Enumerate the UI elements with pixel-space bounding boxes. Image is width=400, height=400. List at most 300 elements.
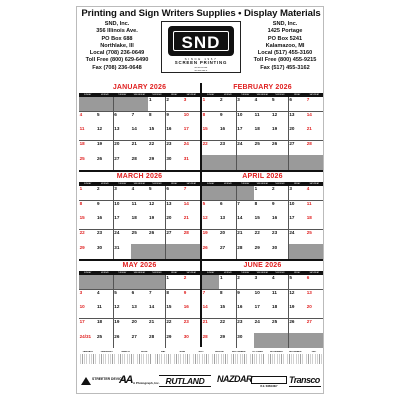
day-number: 30	[272, 244, 278, 250]
day-cell	[131, 230, 148, 244]
day-cell	[96, 97, 113, 111]
day-number: 24/31	[79, 333, 92, 339]
day-number: 25	[96, 333, 103, 339]
mini-month	[136, 351, 154, 367]
mini-month-days	[287, 354, 303, 364]
day-number: 4	[96, 289, 100, 295]
day-number: 8	[254, 200, 258, 206]
day-cell	[79, 230, 96, 244]
day-number: 3	[289, 186, 292, 192]
day-cell	[131, 97, 148, 111]
day-number: 22	[79, 229, 85, 235]
snd-logo	[161, 21, 241, 73]
day-grid	[79, 186, 200, 259]
weekday-label: WEDNESDAY	[256, 272, 269, 274]
mini-month	[230, 351, 248, 367]
day-number: 7	[131, 111, 135, 117]
left-address-line: PO Box 688	[101, 35, 133, 42]
day-number: 28	[131, 155, 137, 161]
day-number: 20	[131, 318, 137, 324]
weekday-label: SATURDAY	[309, 94, 320, 96]
day-cell	[148, 230, 165, 244]
day-cell	[271, 97, 288, 111]
day-number: 10	[237, 111, 243, 117]
left-address-block	[79, 21, 155, 72]
weekday-label: TUESDAY	[118, 94, 127, 96]
headline: Printing and Sign Writers Supplies • Display Materials	[81, 8, 321, 19]
day-number: 30	[183, 333, 189, 339]
aa-mark: AA	[119, 374, 132, 386]
day-number: 2	[272, 186, 275, 192]
day-number: 24	[254, 318, 260, 324]
day-cell	[114, 275, 131, 289]
day-cell	[114, 333, 131, 347]
day-cell	[254, 230, 271, 244]
day-number: 30	[166, 155, 172, 161]
day-cell	[202, 126, 219, 140]
day-number: 16	[219, 126, 226, 132]
day-number: 13	[131, 304, 137, 310]
month-block	[202, 261, 323, 348]
aa-logo	[119, 370, 160, 392]
mini-month-name: MARCH	[121, 351, 130, 353]
mini-month-days	[231, 354, 247, 364]
day-cell	[219, 201, 236, 215]
mini-month-days	[118, 354, 134, 364]
month-block	[202, 83, 323, 170]
day-cell	[289, 230, 306, 244]
day-number: 23	[96, 229, 103, 235]
mini-month-days	[212, 354, 228, 364]
day-cell	[114, 126, 131, 140]
day-cell	[271, 333, 288, 347]
day-cell	[271, 275, 288, 289]
day-cell	[202, 112, 219, 126]
day-cell	[183, 126, 200, 140]
day-number: 13	[219, 215, 226, 221]
day-cell	[306, 186, 323, 200]
day-number: 7	[183, 186, 187, 192]
day-cell	[254, 290, 271, 304]
day-number: 1	[166, 275, 169, 281]
mini-month	[305, 351, 323, 367]
weekday-label: WEDNESDAY	[133, 94, 146, 96]
day-number: 24	[114, 229, 120, 235]
day-cell	[219, 186, 236, 200]
mini-month-name: MAY	[160, 351, 166, 353]
day-cell	[237, 304, 254, 318]
day-cell	[79, 319, 96, 333]
day-number: 6	[306, 275, 310, 281]
day-cell	[148, 319, 165, 333]
day-cell	[148, 141, 165, 155]
day-cell	[202, 333, 219, 347]
weekday-label: WEDNESDAY	[133, 272, 146, 274]
day-cell	[79, 244, 96, 258]
day-cell	[131, 215, 148, 229]
sponsor-logos	[79, 370, 323, 392]
day-cell	[183, 244, 200, 258]
day-number: 23	[237, 318, 243, 324]
day-number: 19	[272, 126, 278, 132]
day-cell	[237, 201, 254, 215]
day-cell	[271, 230, 288, 244]
day-number: 25	[272, 318, 278, 324]
day-cell	[131, 126, 148, 140]
day-cell	[183, 201, 200, 215]
day-cell	[148, 275, 165, 289]
day-number: 8	[219, 289, 223, 295]
right-address-line: SND, Inc.	[272, 21, 298, 27]
day-number: 26	[272, 140, 278, 146]
day-cell	[131, 304, 148, 318]
day-number: 19	[96, 140, 103, 146]
weekday-label: SUNDAY	[83, 94, 92, 96]
day-cell	[237, 319, 254, 333]
day-cell	[202, 186, 219, 200]
day-cell	[271, 304, 288, 318]
day-number: 7	[237, 200, 240, 206]
left-address-line: Toll Free (800) 629-6490	[85, 57, 149, 64]
day-cell	[237, 215, 254, 229]
day-number: 9	[219, 111, 223, 117]
day-number: 22	[254, 229, 260, 235]
day-cell	[219, 230, 236, 244]
day-cell	[237, 186, 254, 200]
day-cell	[237, 141, 254, 155]
day-cell	[166, 141, 183, 155]
logo-fine-print: ▪▪▪ ▪▪▪▪ ▪▪▪ ▪▪▪▪ ▪▪▪ ▪▪▪▪▪ ▪▪▪▪ ▪▪	[194, 67, 208, 72]
day-cell	[289, 155, 306, 169]
day-cell	[219, 97, 236, 111]
mini-month	[98, 351, 116, 367]
day-number: 14	[131, 126, 137, 132]
day-number: 9	[272, 200, 275, 206]
day-cell	[114, 230, 131, 244]
month-title: JANUARY 2026	[79, 83, 200, 93]
calendar-poster	[76, 6, 324, 394]
day-number: 22	[149, 140, 155, 146]
day-number: 15	[149, 126, 155, 132]
day-cell	[254, 244, 271, 258]
day-number: 25	[79, 155, 85, 161]
day-number: 5	[202, 200, 206, 206]
mini-month-days	[155, 354, 171, 364]
nazdar-text: NAZDAR	[217, 374, 252, 384]
weekday-label: SUNDAY	[83, 183, 92, 185]
weekday-label: FRIDAY	[293, 272, 301, 274]
day-grid	[202, 97, 323, 170]
day-cell	[306, 97, 323, 111]
day-number: 23	[219, 140, 226, 146]
day-cell	[131, 319, 148, 333]
day-cell	[79, 112, 96, 126]
day-cell	[237, 155, 254, 169]
day-number: 6	[219, 200, 223, 206]
day-cell	[114, 97, 131, 111]
streeter-text: STREETER DEVICES	[92, 377, 126, 381]
day-number: 25	[254, 140, 260, 146]
day-cell	[166, 230, 183, 244]
day-number: 4	[131, 186, 135, 192]
day-cell	[254, 333, 271, 347]
day-number: 12	[149, 200, 155, 206]
day-cell	[96, 112, 113, 126]
plaque-box	[251, 376, 287, 384]
mini-month	[79, 351, 97, 367]
right-address-block	[247, 21, 323, 72]
left-address-line: SND, Inc.	[104, 21, 130, 27]
day-number: 27	[131, 333, 137, 339]
day-cell	[79, 275, 96, 289]
day-number: 20	[114, 140, 120, 146]
day-number: 14	[202, 304, 208, 310]
day-number: 21	[149, 318, 155, 324]
day-grid	[202, 186, 323, 259]
day-number: 11	[306, 200, 312, 206]
day-cell	[148, 112, 165, 126]
day-number: 1	[79, 186, 83, 192]
weekday-label: SUNDAY	[206, 272, 215, 274]
rutland-logo	[159, 370, 211, 392]
day-cell	[202, 215, 219, 229]
weekday-label: WEDNESDAY	[133, 183, 146, 185]
day-number: 18	[306, 215, 312, 221]
day-cell	[289, 126, 306, 140]
mini-month-days	[193, 354, 209, 364]
day-number: 4	[79, 111, 83, 117]
day-grid	[202, 275, 323, 348]
weekday-label: MONDAY	[224, 272, 232, 274]
day-number: 4	[272, 275, 275, 281]
day-cell	[79, 97, 96, 111]
day-cell	[183, 186, 200, 200]
weekday-label: THURSDAY	[274, 94, 285, 96]
day-cell	[306, 319, 323, 333]
day-number: 13	[289, 111, 295, 117]
day-cell	[237, 275, 254, 289]
day-number: 17	[183, 126, 189, 132]
day-cell	[79, 304, 96, 318]
logo-mark	[168, 26, 234, 56]
day-number: 16	[96, 215, 103, 221]
day-cell	[254, 155, 271, 169]
day-cell	[183, 230, 200, 244]
day-cell	[254, 97, 271, 111]
weekday-label: SATURDAY	[186, 183, 197, 185]
weekday-label: SATURDAY	[186, 272, 197, 274]
day-cell	[219, 244, 236, 258]
day-cell	[219, 126, 236, 140]
day-cell	[79, 333, 96, 347]
right-address-line: Kalamazoo, MI	[265, 42, 305, 49]
day-cell	[96, 126, 113, 140]
day-cell	[306, 304, 323, 318]
right-address-line: 1425 Portage	[267, 28, 303, 35]
day-number: 7	[202, 289, 206, 295]
day-cell	[114, 186, 131, 200]
day-cell	[79, 215, 96, 229]
mini-month-name: JULY	[198, 351, 204, 353]
right-address-line: Toll Free (800) 455-9215	[253, 57, 317, 64]
day-number: 20	[219, 229, 226, 235]
day-number: 5	[272, 97, 275, 103]
day-number: 14	[306, 111, 312, 117]
day-cell	[306, 290, 323, 304]
day-cell	[183, 97, 200, 111]
day-number: 2	[237, 275, 240, 281]
day-cell	[114, 201, 131, 215]
day-number: 9	[183, 289, 187, 295]
day-cell	[289, 304, 306, 318]
day-cell	[166, 244, 183, 258]
mini-month-days	[99, 354, 115, 364]
day-number: 16	[166, 126, 172, 132]
day-cell	[96, 275, 113, 289]
day-cell	[237, 290, 254, 304]
day-cell	[131, 290, 148, 304]
day-number: 6	[131, 289, 135, 295]
day-cell	[148, 244, 165, 258]
mini-month-days	[137, 354, 153, 364]
mini-month	[192, 351, 210, 367]
mini-month-name: SEPTEMBER	[231, 351, 246, 353]
day-cell	[289, 97, 306, 111]
day-cell	[79, 290, 96, 304]
day-cell	[219, 155, 236, 169]
day-number: 27	[166, 229, 172, 235]
day-cell	[202, 97, 219, 111]
mini-month-name: 2027	[311, 351, 317, 353]
day-cell	[254, 201, 271, 215]
day-cell	[183, 290, 200, 304]
aa-subtext: A Photograph, Inc.	[133, 381, 160, 385]
day-number: 11	[131, 200, 137, 206]
day-cell	[237, 126, 254, 140]
day-number: 9	[237, 289, 240, 295]
day-cell	[114, 290, 131, 304]
day-number: 6	[289, 97, 292, 103]
triangle-icon	[81, 377, 91, 385]
day-cell	[114, 112, 131, 126]
day-number: 13	[166, 200, 172, 206]
day-cell	[271, 201, 288, 215]
day-cell	[271, 155, 288, 169]
left-address-line: Northlake, Ill	[100, 42, 134, 49]
day-cell	[219, 304, 236, 318]
day-number: 11	[254, 111, 260, 117]
day-number: 31	[183, 155, 189, 161]
day-cell	[289, 290, 306, 304]
plaque-logo	[251, 370, 287, 392]
day-cell	[202, 244, 219, 258]
weekday-label: TUESDAY	[241, 183, 250, 185]
month-title: MAY 2026	[79, 261, 200, 271]
day-cell	[148, 215, 165, 229]
day-cell	[271, 290, 288, 304]
day-cell	[114, 319, 131, 333]
month-block	[79, 172, 200, 259]
day-cell	[306, 201, 323, 215]
day-number: 24	[237, 140, 243, 146]
day-cell	[96, 215, 113, 229]
day-number: 9	[96, 200, 100, 206]
day-cell	[166, 186, 183, 200]
day-cell	[79, 155, 96, 169]
day-number: 19	[149, 215, 155, 221]
weekday-label: TUESDAY	[118, 183, 127, 185]
day-number: 3	[237, 97, 240, 103]
weekday-label: MONDAY	[224, 94, 232, 96]
day-number: 22	[166, 318, 172, 324]
weekday-label: SUNDAY	[206, 94, 215, 96]
day-number: 7	[306, 97, 310, 103]
day-number: 17	[79, 318, 85, 324]
month-block	[202, 172, 323, 259]
day-cell	[96, 244, 113, 258]
day-number: 22	[202, 140, 208, 146]
weekday-label: SUNDAY	[206, 183, 215, 185]
day-number: 17	[289, 215, 295, 221]
weekday-label: TUESDAY	[118, 272, 127, 274]
right-address-line: Local (517) 455-3160	[257, 50, 313, 57]
day-number: 23	[272, 229, 278, 235]
day-cell	[219, 112, 236, 126]
day-number: 5	[114, 289, 117, 295]
transco-underline	[289, 386, 321, 387]
plaque-text: R.E. SWEENEY	[260, 385, 278, 388]
day-cell	[271, 126, 288, 140]
day-cell	[306, 275, 323, 289]
day-cell	[306, 215, 323, 229]
day-number: 29	[149, 155, 155, 161]
day-cell	[166, 112, 183, 126]
day-number: 29	[79, 244, 85, 250]
calendar-grid	[79, 83, 323, 347]
day-number: 12	[289, 289, 295, 295]
day-cell	[183, 215, 200, 229]
day-cell	[114, 215, 131, 229]
day-cell	[289, 186, 306, 200]
day-cell	[254, 215, 271, 229]
day-number: 18	[272, 304, 278, 310]
weekday-label: MONDAY	[101, 272, 109, 274]
day-cell	[148, 290, 165, 304]
day-cell	[254, 319, 271, 333]
day-cell	[289, 112, 306, 126]
day-number: 27	[289, 140, 295, 146]
day-cell	[131, 244, 148, 258]
weekday-label: SUNDAY	[83, 272, 92, 274]
day-number: 18	[131, 215, 137, 221]
weekday-label: FRIDAY	[293, 94, 301, 96]
day-cell	[114, 155, 131, 169]
day-cell	[183, 333, 200, 347]
day-number: 26	[114, 333, 120, 339]
day-number: 18	[254, 126, 260, 132]
weekday-label: FRIDAY	[293, 183, 301, 185]
month-block	[79, 83, 200, 170]
day-number: 10	[254, 289, 260, 295]
day-cell	[183, 112, 200, 126]
day-number: 12	[202, 215, 208, 221]
mini-month	[267, 351, 285, 367]
day-cell	[306, 112, 323, 126]
day-number: 10	[79, 304, 85, 310]
nazdar-logo	[217, 370, 252, 392]
day-cell	[166, 319, 183, 333]
day-cell	[202, 290, 219, 304]
